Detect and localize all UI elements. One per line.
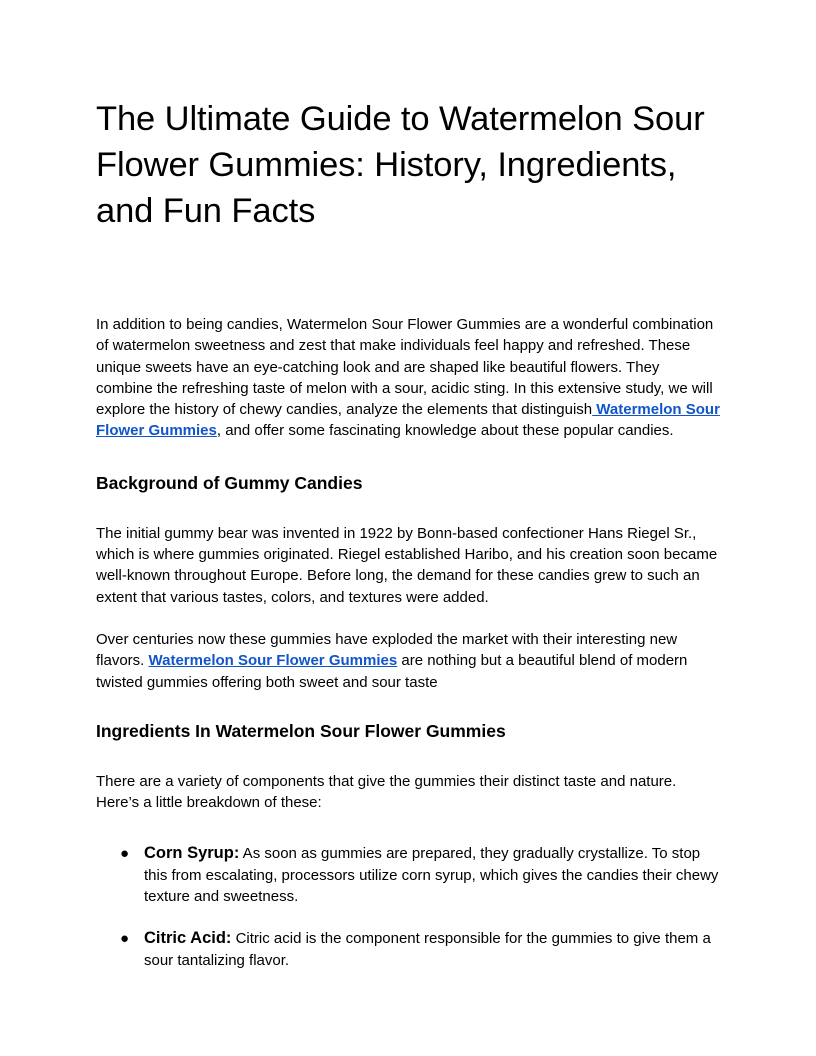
list-item xyxy=(96,928,720,971)
background-paragraph-2 xyxy=(96,629,720,693)
bullet-icon: ● xyxy=(120,845,130,863)
ingredient-term: Citric Acid: xyxy=(144,929,232,948)
ingredient-term: Corn Syrup: xyxy=(144,844,240,863)
ingredients-intro: There are a variety of components that give the gummies their distinct taste and nature. Here’s a little breakdown of these: xyxy=(96,772,677,812)
ingredients-heading: Ingredients In Watermelon Sour Flower Gummies xyxy=(96,720,506,741)
watermelon-gummies-link-2[interactable]: Watermelon Sour Flower Gummies xyxy=(148,652,398,670)
ingredients-list xyxy=(96,843,720,970)
background-heading: Background of Gummy Candies xyxy=(96,472,363,493)
intro-paragraph xyxy=(96,314,720,442)
ingredient-description: As soon as gummies are prepared, they gradually crystallize. To stop this from escalating, processors utilize corn syrup, which gives the candies their chewy texture and sweetness. xyxy=(144,845,719,906)
bullet-icon: ● xyxy=(120,930,130,948)
watermelon-gummies-link[interactable]: Watermelon Sour Flower Gummies xyxy=(96,401,720,440)
document-title: The Ultimate Guide to Watermelon Sour Flower Gummies: History, Ingredients, and Fun Facts xyxy=(96,100,705,230)
background-p2-text: Over centuries now these gummies have exploded the market with their interesting new flavors. xyxy=(96,630,678,670)
ingredient-description: Citric acid is the component responsible for the gummies to give them a sour tantalizing flavor. xyxy=(144,930,711,969)
background-paragraph-1: The initial gummy bear was invented in 1922 by Bonn-based confectioner Hans Riegel Sr., which is where gummies originated. Riegel established Haribo, and his creation soon became well-known throughout Europe. Before long, the demand for these candies grew to such an extent that various tastes, colors, and textures were added. xyxy=(96,524,718,606)
intro-text: In addition to being candies, Watermelon Sour Flower Gummies are a wonderful combination of watermelon sweetness and zest that make individuals feel happy and refreshed. These unique sweets have an eye-catching look and are shaped like beautiful flowers. They combine the refreshing taste of melon with a sour, acidic sting. In this extensive study, we will explore the history of chewy candies, analyze the elements that distinguish xyxy=(96,316,714,419)
background-p2-text-end: are nothing but a beautiful blend of modern twisted gummies offering both sweet and sour taste xyxy=(96,652,688,691)
list-item xyxy=(96,843,720,907)
document-page xyxy=(96,96,720,971)
intro-text-end: , and offer some fascinating knowledge about these popular candies. xyxy=(216,422,674,440)
